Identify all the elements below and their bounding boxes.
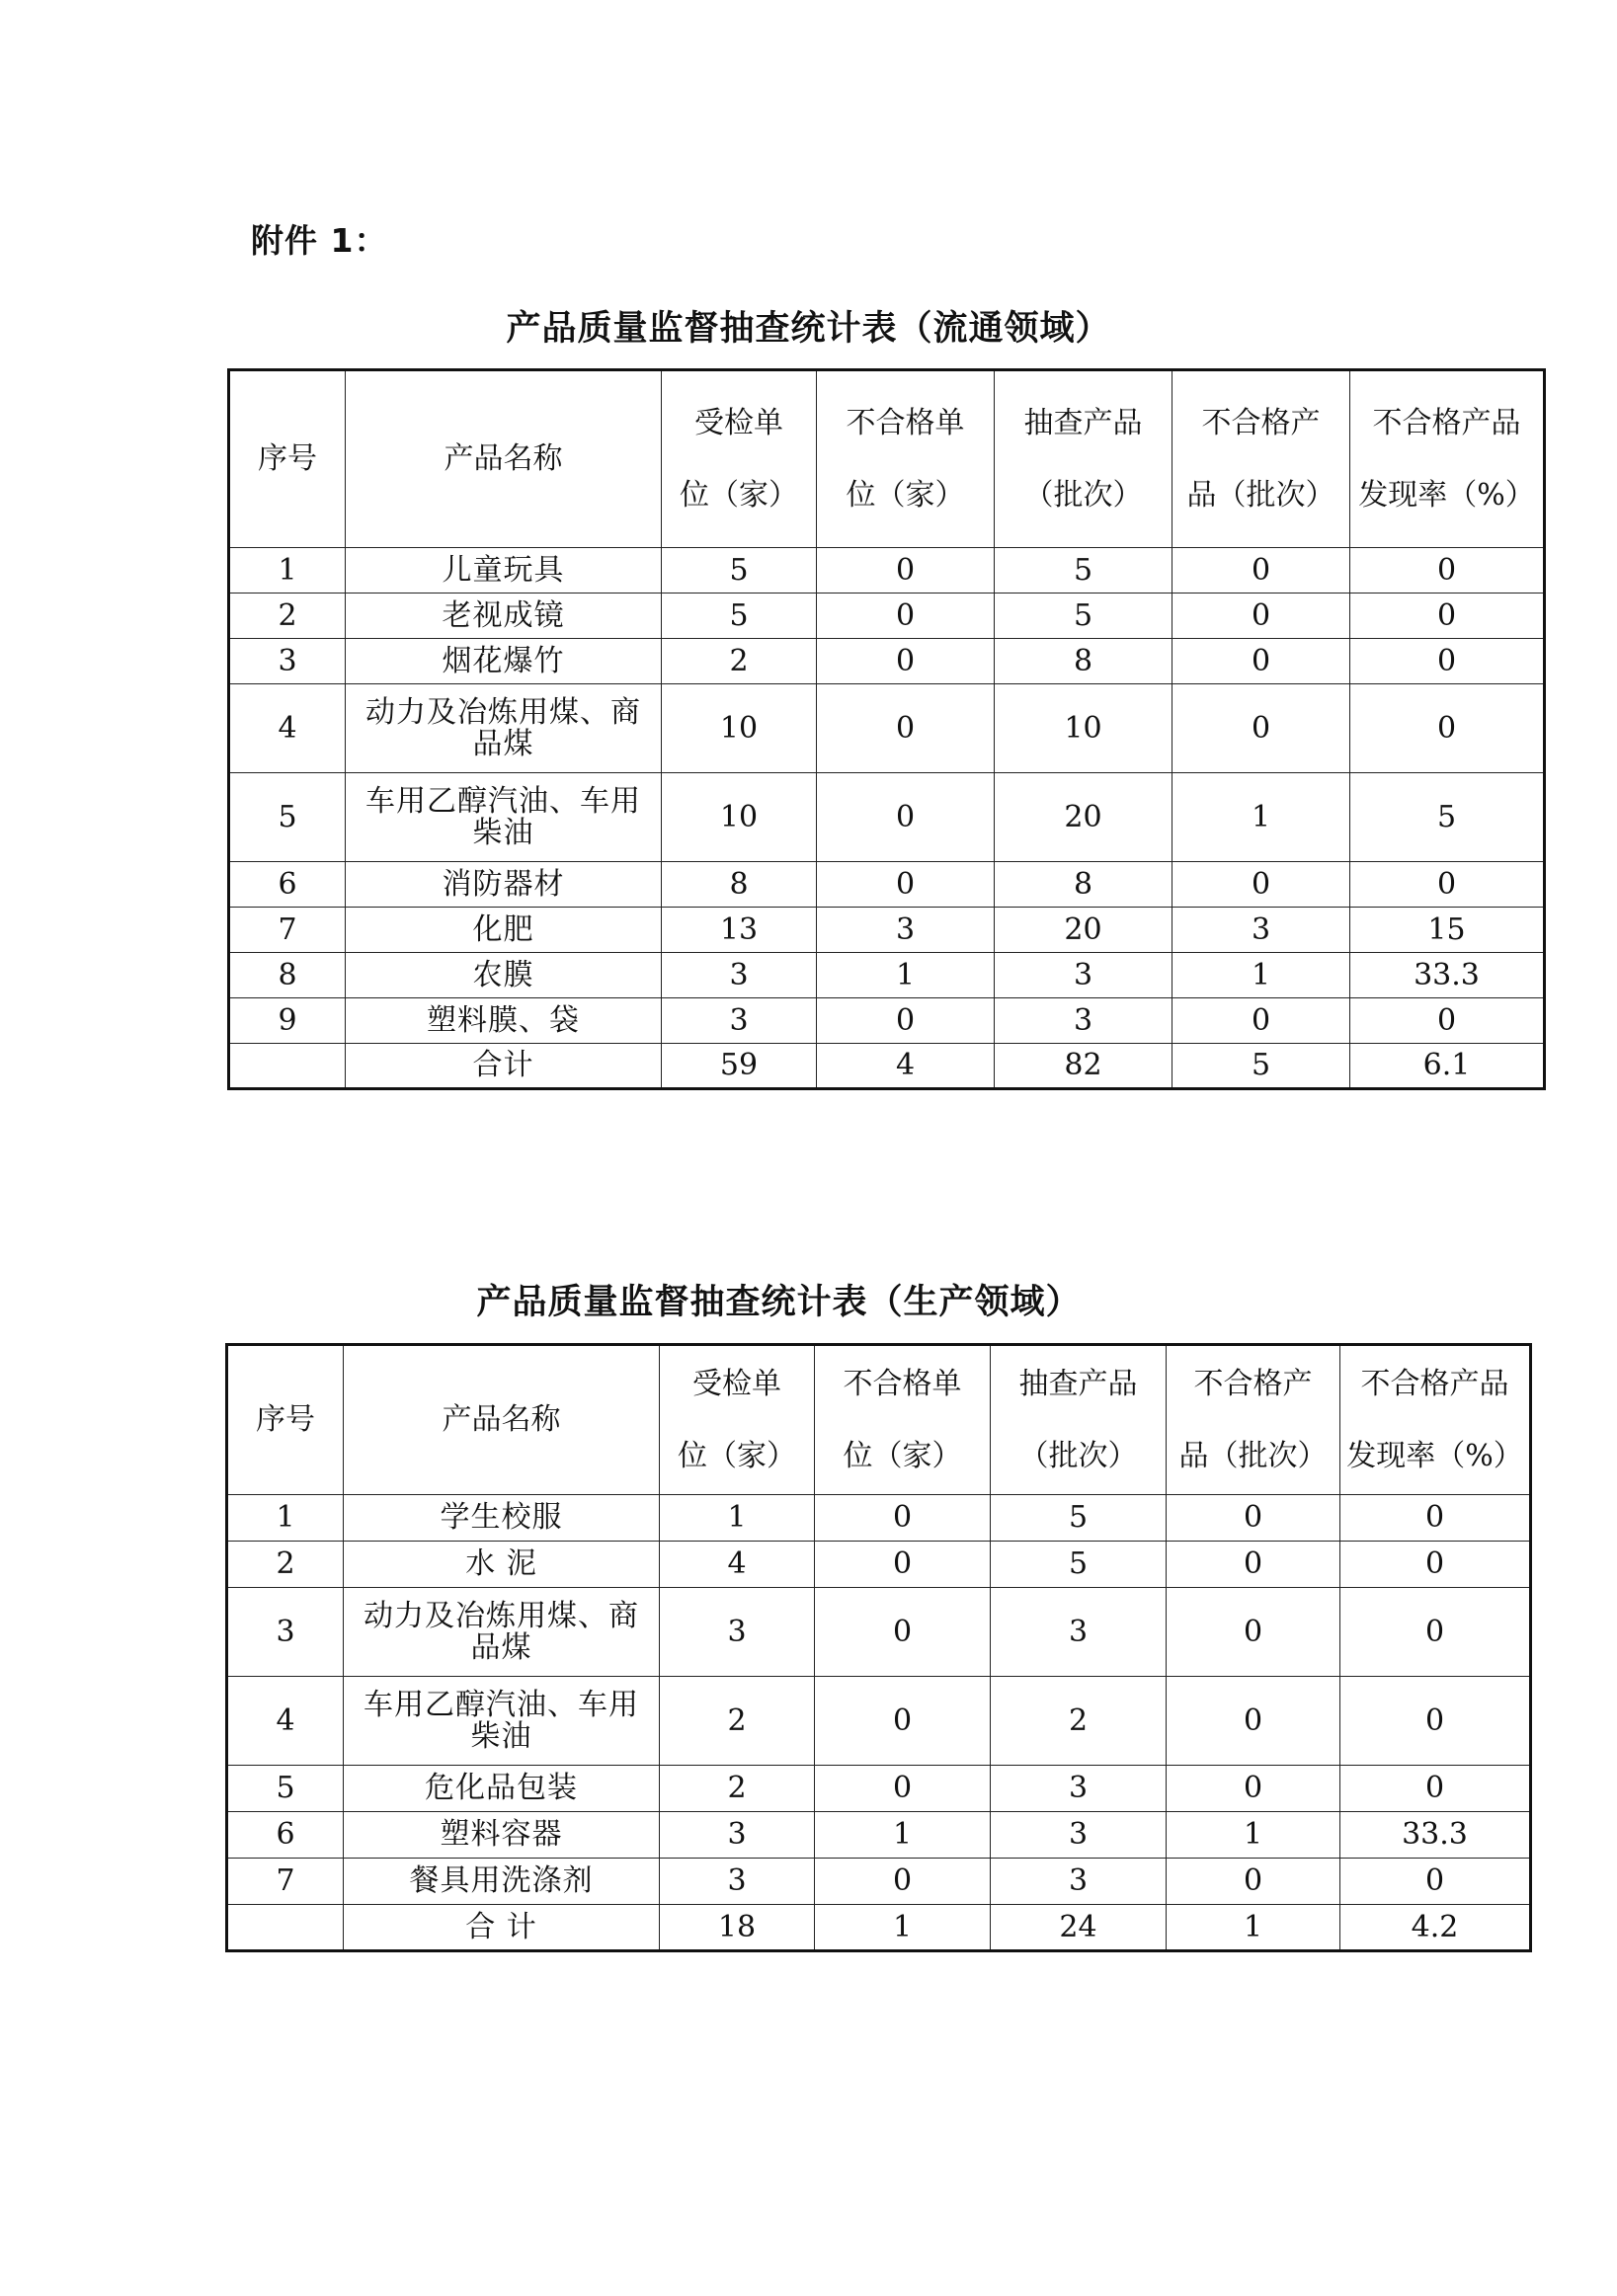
cell-total-units: 59 xyxy=(662,1044,817,1089)
cell-seq: 7 xyxy=(227,1859,344,1905)
table1-distribution xyxy=(227,368,1546,1090)
cell-rate: 0 xyxy=(1340,1766,1531,1812)
cell-fail-prod: 0 xyxy=(1167,1495,1340,1542)
cell-rate: 33.3 xyxy=(1350,953,1545,998)
cell-seq xyxy=(227,1905,344,1951)
cell-product-name: 动力及冶炼用煤、商 品煤 xyxy=(344,1588,660,1677)
cell-sampled: 5 xyxy=(995,594,1172,639)
cell-fail-units: 0 xyxy=(815,1542,991,1588)
cell-units: 5 xyxy=(662,548,817,594)
cell-rate: 0 xyxy=(1350,639,1545,684)
cell-fail-units: 0 xyxy=(817,862,995,908)
cell-units: 8 xyxy=(662,862,817,908)
table-row xyxy=(229,773,1545,862)
table-row xyxy=(229,998,1545,1044)
table-row xyxy=(229,639,1545,684)
cell-fail-units: 0 xyxy=(817,773,995,862)
cell-fail-units: 0 xyxy=(817,998,995,1044)
cell-product-name: 餐具用洗涤剂 xyxy=(344,1859,660,1905)
table-row xyxy=(229,908,1545,953)
table-row xyxy=(227,1495,1531,1542)
cell-fail-prod: 0 xyxy=(1167,1588,1340,1677)
cell-total-fail-prod: 5 xyxy=(1172,1044,1350,1089)
cell-seq: 6 xyxy=(229,862,346,908)
cell-units: 3 xyxy=(660,1588,815,1677)
cell-seq: 8 xyxy=(229,953,346,998)
cell-units: 2 xyxy=(660,1677,815,1766)
cell-rate: 0 xyxy=(1340,1588,1531,1677)
cell-units: 3 xyxy=(660,1859,815,1905)
header-failed-units: 不合格单 位（家） xyxy=(815,1345,991,1495)
cell-units: 1 xyxy=(660,1495,815,1542)
cell-fail-units: 0 xyxy=(815,1588,991,1677)
cell-sampled: 20 xyxy=(995,773,1172,862)
table-row xyxy=(229,594,1545,639)
cell-rate: 0 xyxy=(1340,1677,1531,1766)
cell-units: 5 xyxy=(662,594,817,639)
cell-units: 4 xyxy=(660,1542,815,1588)
cell-sampled: 2 xyxy=(991,1677,1167,1766)
header-failed-batches: 不合格产 品（批次） xyxy=(1172,370,1350,548)
cell-sampled: 3 xyxy=(991,1859,1167,1905)
cell-fail-prod: 1 xyxy=(1167,1812,1340,1859)
cell-product-name: 化肥 xyxy=(346,908,662,953)
cell-units: 3 xyxy=(662,953,817,998)
cell-fail-prod: 0 xyxy=(1167,1766,1340,1812)
cell-fail-units: 0 xyxy=(815,1859,991,1905)
cell-seq: 1 xyxy=(229,548,346,594)
cell-sampled: 5 xyxy=(991,1542,1167,1588)
cell-fail-prod: 1 xyxy=(1172,773,1350,862)
cell-fail-prod: 0 xyxy=(1172,548,1350,594)
cell-total-fail-prod: 1 xyxy=(1167,1905,1340,1951)
cell-total-label: 合 计 xyxy=(344,1905,660,1951)
cell-product-name: 水 泥 xyxy=(344,1542,660,1588)
cell-total-label: 合计 xyxy=(346,1044,662,1089)
cell-rate: 0 xyxy=(1340,1859,1531,1905)
cell-units: 13 xyxy=(662,908,817,953)
cell-fail-prod: 0 xyxy=(1167,1677,1340,1766)
cell-seq: 3 xyxy=(227,1588,344,1677)
cell-product-name: 农膜 xyxy=(346,953,662,998)
cell-rate: 33.3 xyxy=(1340,1812,1531,1859)
header-inspected-units: 受检单 位（家） xyxy=(662,370,817,548)
header-failure-rate: 不合格产品 发现率（%） xyxy=(1350,370,1545,548)
cell-fail-prod: 0 xyxy=(1172,998,1350,1044)
cell-seq: 2 xyxy=(227,1542,344,1588)
cell-product-name: 烟花爆竹 xyxy=(346,639,662,684)
table-row xyxy=(227,1766,1531,1812)
cell-fail-units: 0 xyxy=(817,639,995,684)
cell-sampled: 5 xyxy=(991,1495,1167,1542)
cell-fail-units: 0 xyxy=(817,684,995,773)
cell-sampled: 8 xyxy=(995,862,1172,908)
cell-total-sampled: 24 xyxy=(991,1905,1167,1951)
cell-fail-prod: 0 xyxy=(1172,639,1350,684)
cell-fail-units: 1 xyxy=(815,1812,991,1859)
cell-rate: 0 xyxy=(1350,684,1545,773)
cell-fail-units: 0 xyxy=(815,1766,991,1812)
cell-seq: 6 xyxy=(227,1812,344,1859)
cell-total-units: 18 xyxy=(660,1905,815,1951)
cell-sampled: 3 xyxy=(991,1766,1167,1812)
header-product-name: 产品名称 xyxy=(346,370,662,548)
header-seq: 序号 xyxy=(227,1345,344,1495)
table-row xyxy=(227,1588,1531,1677)
table2-production xyxy=(225,1343,1532,1952)
cell-product-name: 车用乙醇汽油、车用 柴油 xyxy=(344,1677,660,1766)
total-row xyxy=(227,1905,1531,1951)
cell-rate: 5 xyxy=(1350,773,1545,862)
cell-sampled: 3 xyxy=(995,998,1172,1044)
cell-product-name: 老视成镜 xyxy=(346,594,662,639)
cell-product-name: 车用乙醇汽油、车用 柴油 xyxy=(346,773,662,862)
cell-rate: 0 xyxy=(1340,1495,1531,1542)
table1-header-row xyxy=(229,370,1545,548)
cell-fail-units: 3 xyxy=(817,908,995,953)
cell-sampled: 10 xyxy=(995,684,1172,773)
cell-product-name: 学生校服 xyxy=(344,1495,660,1542)
cell-seq: 4 xyxy=(229,684,346,773)
table-row xyxy=(227,1677,1531,1766)
cell-rate: 0 xyxy=(1350,998,1545,1044)
cell-seq: 5 xyxy=(227,1766,344,1812)
cell-fail-units: 1 xyxy=(817,953,995,998)
cell-fail-units: 0 xyxy=(815,1495,991,1542)
table-row xyxy=(227,1542,1531,1588)
header-sampled-batches: 抽查产品 （批次） xyxy=(995,370,1172,548)
cell-sampled: 5 xyxy=(995,548,1172,594)
cell-units: 3 xyxy=(660,1812,815,1859)
cell-units: 2 xyxy=(662,639,817,684)
cell-sampled: 3 xyxy=(991,1588,1167,1677)
cell-sampled: 3 xyxy=(995,953,1172,998)
cell-rate: 0 xyxy=(1340,1542,1531,1588)
attachment-label: 附件 1： xyxy=(251,221,388,260)
cell-product-name: 消防器材 xyxy=(346,862,662,908)
cell-seq: 2 xyxy=(229,594,346,639)
cell-seq: 3 xyxy=(229,639,346,684)
cell-fail-prod: 0 xyxy=(1172,862,1350,908)
cell-fail-units: 0 xyxy=(817,594,995,639)
cell-units: 3 xyxy=(662,998,817,1044)
header-failed-units: 不合格单 位（家） xyxy=(817,370,995,548)
table-row xyxy=(229,862,1545,908)
cell-rate: 15 xyxy=(1350,908,1545,953)
cell-fail-prod: 0 xyxy=(1167,1542,1340,1588)
header-failed-batches: 不合格产 品（批次） xyxy=(1167,1345,1340,1495)
cell-fail-units: 0 xyxy=(815,1677,991,1766)
cell-seq: 7 xyxy=(229,908,346,953)
cell-total-fail-units: 4 xyxy=(817,1044,995,1089)
cell-total-rate: 6.1 xyxy=(1350,1044,1545,1089)
cell-fail-prod: 0 xyxy=(1167,1859,1340,1905)
table2-header-row xyxy=(227,1345,1531,1495)
table-row xyxy=(229,953,1545,998)
cell-sampled: 20 xyxy=(995,908,1172,953)
cell-sampled: 3 xyxy=(991,1812,1167,1859)
cell-seq: 9 xyxy=(229,998,346,1044)
table-row xyxy=(229,548,1545,594)
table2-title: 产品质量监督抽查统计表（生产领域） xyxy=(476,1283,1082,1322)
total-row xyxy=(229,1044,1545,1089)
table-row xyxy=(227,1859,1531,1905)
cell-total-rate: 4.2 xyxy=(1340,1905,1531,1951)
cell-sampled: 8 xyxy=(995,639,1172,684)
header-inspected-units: 受检单 位（家） xyxy=(660,1345,815,1495)
cell-fail-prod: 1 xyxy=(1172,953,1350,998)
cell-product-name: 动力及冶炼用煤、商 品煤 xyxy=(346,684,662,773)
cell-product-name: 塑料容器 xyxy=(344,1812,660,1859)
cell-fail-prod: 3 xyxy=(1172,908,1350,953)
cell-product-name: 塑料膜、袋 xyxy=(346,998,662,1044)
header-seq: 序号 xyxy=(229,370,346,548)
header-product-name: 产品名称 xyxy=(344,1345,660,1495)
cell-fail-prod: 0 xyxy=(1172,684,1350,773)
cell-seq: 5 xyxy=(229,773,346,862)
cell-product-name: 儿童玩具 xyxy=(346,548,662,594)
cell-fail-units: 0 xyxy=(817,548,995,594)
cell-units: 10 xyxy=(662,773,817,862)
table-row xyxy=(229,684,1545,773)
cell-total-sampled: 82 xyxy=(995,1044,1172,1089)
header-sampled-batches: 抽查产品 （批次） xyxy=(991,1345,1167,1495)
cell-rate: 0 xyxy=(1350,594,1545,639)
cell-units: 10 xyxy=(662,684,817,773)
cell-total-fail-units: 1 xyxy=(815,1905,991,1951)
cell-product-name: 危化品包装 xyxy=(344,1766,660,1812)
cell-seq xyxy=(229,1044,346,1089)
cell-rate: 0 xyxy=(1350,862,1545,908)
cell-units: 2 xyxy=(660,1766,815,1812)
table1-title: 产品质量监督抽查统计表（流通领域） xyxy=(506,309,1111,349)
cell-seq: 1 xyxy=(227,1495,344,1542)
table-row xyxy=(227,1812,1531,1859)
cell-fail-prod: 0 xyxy=(1172,594,1350,639)
cell-rate: 0 xyxy=(1350,548,1545,594)
header-failure-rate: 不合格产品 发现率（%） xyxy=(1340,1345,1531,1495)
cell-seq: 4 xyxy=(227,1677,344,1766)
